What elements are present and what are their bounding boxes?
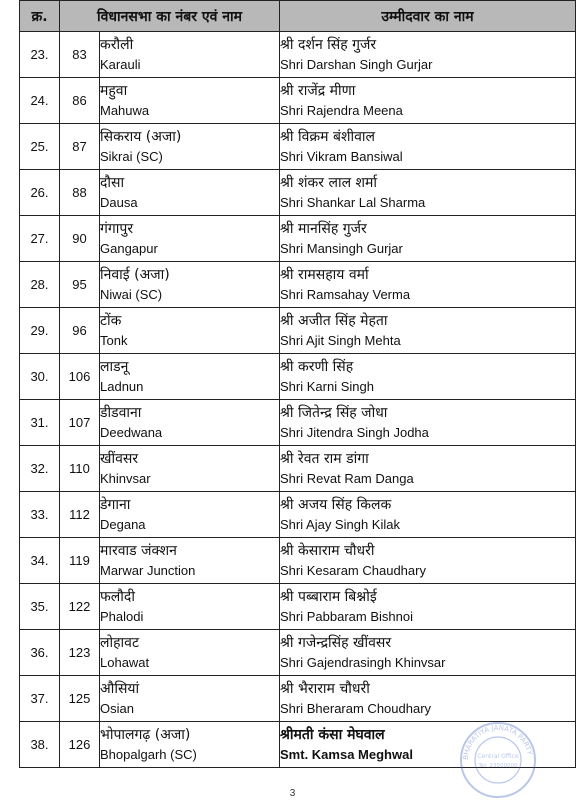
row-constituency-number: 122 [60, 584, 100, 630]
row-constituency-number: 95 [60, 262, 100, 308]
candidate-name-hindi: श्री अजीत सिंह मेहता [280, 312, 388, 329]
row-constituency-name [100, 78, 280, 124]
candidate-name-english: Shri Pabbaram Bishnoi [280, 608, 413, 624]
candidate-name-english: Shri Mansingh Gurjar [280, 240, 403, 256]
candidate-name-english: Shri Jitendra Singh Jodha [280, 424, 429, 440]
row-candidate-name [280, 354, 576, 400]
row-candidate-name [280, 492, 576, 538]
candidate-name-hindi: श्री करणी सिंह [280, 358, 354, 375]
table-row [20, 308, 576, 354]
candidate-name-english: Shri Karni Singh [280, 378, 374, 394]
row-constituency-number: 83 [60, 32, 100, 78]
row-candidate-name [280, 124, 576, 170]
constituency-name-hindi: टोंक [100, 312, 122, 329]
row-candidate-name [280, 170, 576, 216]
row-serial-number: 27. [20, 216, 60, 262]
row-constituency-number: 88 [60, 170, 100, 216]
row-constituency-number: 125 [60, 676, 100, 722]
constituency-name-hindi: महुवा [100, 82, 128, 99]
row-constituency-name [100, 630, 280, 676]
constituency-name-hindi: डीडवाना [100, 404, 142, 421]
constituency-name-english: Ladnun [100, 378, 144, 394]
row-serial-number: 34. [20, 538, 60, 584]
constituency-name-english: Niwai (SC) [100, 286, 163, 302]
row-serial-number: 37. [20, 676, 60, 722]
constituency-name-hindi: औसियां [100, 680, 140, 697]
constituency-name-hindi: भोपालगढ़ (अजा) [100, 726, 191, 743]
row-candidate-name [280, 538, 576, 584]
table-row [20, 538, 576, 584]
row-candidate-name [280, 308, 576, 354]
row-constituency-name [100, 216, 280, 262]
candidate-name-hindi: श्री केसाराम चौधरी [280, 542, 375, 559]
candidate-name-english: Shri Ramsahay Verma [280, 286, 411, 302]
row-constituency-name [100, 308, 280, 354]
row-constituency-number: 90 [60, 216, 100, 262]
candidate-name-english: Shri Gajendrasingh Khinvsar [280, 654, 446, 670]
table-row [20, 124, 576, 170]
table-row [20, 262, 576, 308]
candidate-name-english: Shri Ajit Singh Mehta [280, 332, 401, 348]
row-constituency-number: 126 [60, 722, 100, 768]
row-constituency-number: 123 [60, 630, 100, 676]
constituency-name-hindi: फलौदी [100, 588, 135, 605]
candidate-name-english: Smt. Kamsa Meghwal [280, 746, 413, 762]
row-serial-number: 29. [20, 308, 60, 354]
row-serial-number: 30. [20, 354, 60, 400]
table-row [20, 676, 576, 722]
seal-ring-text: BHARATIYA JANATA PARTY [461, 723, 534, 761]
constituency-name-hindi: निवाई (अजा) [100, 266, 170, 283]
table-row [20, 630, 576, 676]
row-serial-number: 32. [20, 446, 60, 492]
candidate-name-hindi: श्री शंकर लाल शर्मा [280, 174, 378, 191]
constituency-name-english: Degana [100, 516, 146, 532]
constituency-name-hindi: मारवाड जंक्शन [100, 542, 177, 559]
table-row [20, 354, 576, 400]
candidate-name-english: Shri Revat Ram Danga [280, 470, 414, 486]
candidate-name-english: Shri Darshan Singh Gurjar [280, 56, 433, 72]
candidate-name-hindi: श्री पब्बाराम बिश्नोई [280, 588, 377, 605]
candidate-name-hindi: श्री अजय सिंह किलक [280, 496, 392, 513]
row-constituency-name [100, 170, 280, 216]
constituency-name-english: Deedwana [100, 424, 163, 440]
candidate-name-english: Shri Bheraram Choudhary [280, 700, 432, 716]
table-body [20, 32, 576, 768]
row-serial-number: 28. [20, 262, 60, 308]
constituency-name-english: Bhopalgarh (SC) [100, 746, 197, 762]
constituency-name-english: Osian [100, 700, 134, 716]
constituency-name-english: Gangapur [100, 240, 158, 256]
candidate-name-hindi: श्री भैराराम चौधरी [280, 680, 370, 697]
constituency-name-english: Karauli [100, 56, 141, 72]
row-constituency-number: 110 [60, 446, 100, 492]
row-candidate-name [280, 630, 576, 676]
candidate-name-hindi: श्रीमती कंसा मेघवाल [280, 726, 385, 743]
row-constituency-name [100, 492, 280, 538]
constituency-name-english: Sikrai (SC) [100, 148, 163, 164]
row-constituency-name [100, 400, 280, 446]
candidate-name-hindi: श्री रेवत राम डांगा [280, 450, 369, 467]
constituency-name-hindi: करौली [100, 36, 134, 53]
table-row [20, 492, 576, 538]
candidate-name-hindi: श्री राजेंद्र मीणा [280, 82, 356, 99]
constituency-name-english: Tonk [100, 332, 128, 348]
row-serial-number: 36. [20, 630, 60, 676]
row-candidate-name [280, 584, 576, 630]
table-row [20, 170, 576, 216]
table-row [20, 446, 576, 492]
row-constituency-number: 86 [60, 78, 100, 124]
table-row [20, 722, 576, 768]
row-serial-number: 24. [20, 78, 60, 124]
candidate-name-english: Shri Kesaram Chaudhary [280, 562, 426, 578]
table-header-row [20, 1, 576, 32]
row-serial-number: 26. [20, 170, 60, 216]
row-constituency-name [100, 124, 280, 170]
constituency-name-hindi: लोहावट [100, 634, 140, 651]
row-constituency-number: 96 [60, 308, 100, 354]
row-constituency-name [100, 262, 280, 308]
constituency-name-hindi: खींवसर [100, 450, 139, 467]
row-candidate-name [280, 446, 576, 492]
row-serial-number: 38. [20, 722, 60, 768]
constituency-name-english: Marwar Junction [100, 562, 196, 578]
table-row [20, 584, 576, 630]
constituency-name-hindi: सिकराय (अजा) [100, 128, 182, 145]
row-constituency-name [100, 446, 280, 492]
constituency-name-english: Khinvsar [100, 470, 151, 486]
page-number: 3 [289, 788, 296, 799]
constituency-name-hindi: लाडनू [100, 358, 129, 375]
constituency-name-hindi: डेगाना [100, 496, 131, 513]
row-constituency-name [100, 676, 280, 722]
row-constituency-name [100, 584, 280, 630]
row-serial-number: 23. [20, 32, 60, 78]
row-candidate-name [280, 216, 576, 262]
candidate-name-hindi: श्री गजेन्द्रसिंह खींवसर [280, 634, 392, 651]
row-constituency-number: 87 [60, 124, 100, 170]
row-candidate-name [280, 32, 576, 78]
table-row [20, 400, 576, 446]
row-serial-number: 25. [20, 124, 60, 170]
constituency-name-english: Mahuwa [100, 102, 150, 118]
row-constituency-name [100, 354, 280, 400]
table-row [20, 78, 576, 124]
candidate-name-hindi: श्री दर्शन सिंह गुर्जर [280, 36, 377, 53]
seal-center-line1: Central Office [477, 753, 519, 760]
row-candidate-name [280, 400, 576, 446]
row-constituency-number: 119 [60, 538, 100, 584]
constituency-name-hindi: गंगापुर [100, 220, 134, 237]
row-candidate-name [280, 722, 576, 768]
row-constituency-name [100, 722, 280, 768]
row-constituency-number: 106 [60, 354, 100, 400]
seal-center-line2: Tel: 23500000 [478, 763, 518, 769]
candidate-name-english: Shri Shankar Lal Sharma [280, 194, 426, 210]
candidate-name-english: Shri Ajay Singh Kilak [280, 516, 400, 532]
candidate-name-english: Shri Rajendra Meena [280, 102, 403, 118]
constituency-name-english: Lohawat [100, 654, 150, 670]
candidate-name-hindi: श्री विक्रम बंशीवाल [280, 128, 376, 145]
candidate-name-hindi: श्री रामसहाय वर्मा [280, 266, 369, 283]
constituency-name-english: Phalodi [100, 608, 144, 624]
header-constituency: विधानसभा का नंबर एवं नाम [60, 1, 280, 32]
candidate-name-hindi: श्री जितेन्द्र सिंह जोधा [280, 404, 388, 421]
row-candidate-name [280, 262, 576, 308]
row-candidate-name [280, 78, 576, 124]
row-serial-number: 33. [20, 492, 60, 538]
row-constituency-name [100, 538, 280, 584]
row-constituency-number: 112 [60, 492, 100, 538]
constituency-name-english: Dausa [100, 194, 138, 210]
table-row [20, 32, 576, 78]
candidate-name-english: Shri Vikram Bansiwal [280, 148, 403, 164]
table-row [20, 216, 576, 262]
header-sno: क्र. [20, 1, 60, 32]
row-constituency-number: 107 [60, 400, 100, 446]
header-candidate: उम्मीदवार का नाम [280, 1, 576, 32]
candidate-table [19, 0, 576, 768]
row-constituency-name [100, 32, 280, 78]
row-serial-number: 31. [20, 400, 60, 446]
constituency-name-hindi: दौसा [100, 174, 125, 191]
candidate-name-hindi: श्री मानसिंह गुर्जर [280, 220, 367, 237]
row-serial-number: 35. [20, 584, 60, 630]
row-candidate-name [280, 676, 576, 722]
